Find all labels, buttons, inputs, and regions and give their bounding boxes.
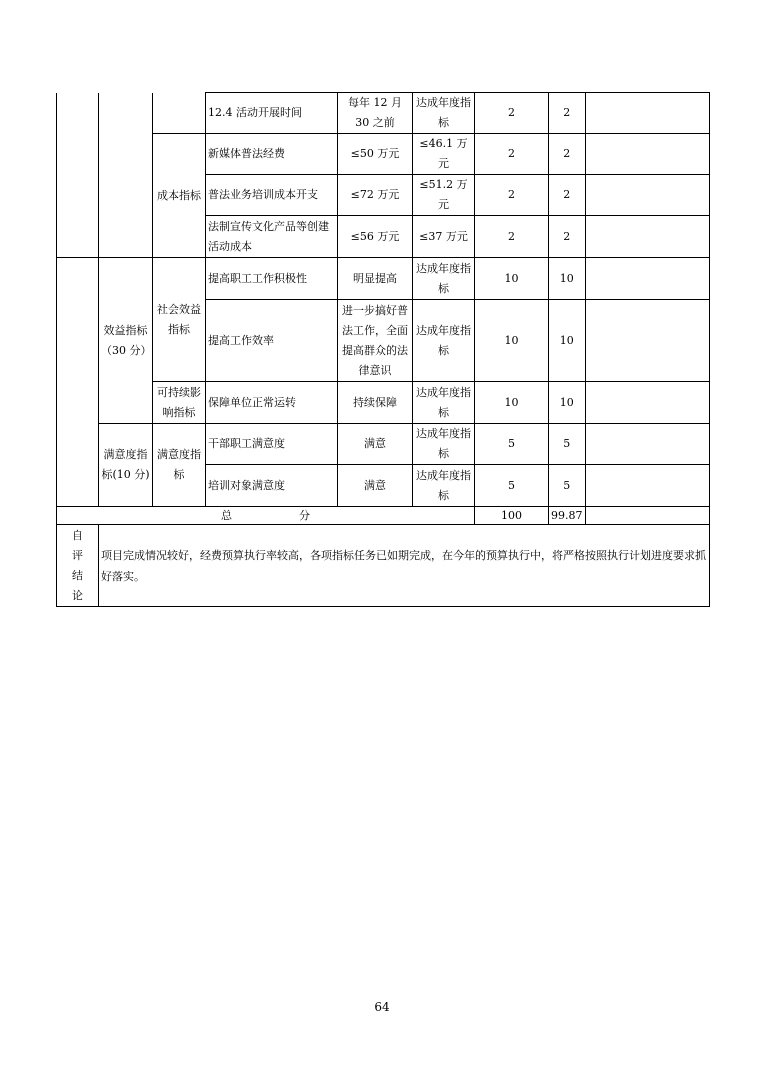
total-label: [57, 507, 475, 525]
target-cell: ≤72 万元: [338, 175, 413, 216]
remark-cell: [585, 93, 709, 134]
indicator-cell: 12.4 活动开展时间: [206, 93, 338, 134]
total-score: 99.87: [549, 507, 586, 525]
blank-cell: [57, 258, 99, 507]
self-eval-char: 结: [72, 568, 83, 582]
self-eval-label: [57, 525, 99, 607]
weight-cell: 2: [475, 93, 549, 134]
weight-cell: 10: [475, 300, 549, 382]
indicator-cell: 干部职工满意度: [206, 424, 338, 465]
remark-cell: [585, 300, 709, 382]
satisfaction-group-label: 满意度指标(10 分): [99, 424, 153, 507]
target-cell: 每年 12 月 30 之前: [338, 93, 413, 134]
remark-cell: [585, 175, 709, 216]
score-cell: 10: [549, 382, 586, 424]
actual-cell: 达成年度指标: [413, 93, 475, 134]
indicator-cell: 法制宣传文化产品等创建活动成本: [206, 216, 338, 258]
total-weight: 100: [475, 507, 549, 525]
actual-cell: ≤46.1 万元: [413, 134, 475, 175]
indicator-cell: 保障单位正常运转: [206, 382, 338, 424]
remark-cell: [585, 134, 709, 175]
blank-cell: [57, 93, 99, 258]
actual-cell: 达成年度指标: [413, 465, 475, 507]
actual-cell: ≤37 万元: [413, 216, 475, 258]
indicator-cell: 提高工作效率: [206, 300, 338, 382]
target-cell: 满意: [338, 424, 413, 465]
weight-cell: 2: [475, 134, 549, 175]
score-cell: 10: [549, 300, 586, 382]
sustain-label: 可持续影响指标: [153, 382, 206, 424]
weight-cell: 2: [475, 175, 549, 216]
target-cell: ≤50 万元: [338, 134, 413, 175]
target-cell: 持续保障: [338, 382, 413, 424]
score-cell: 2: [549, 93, 586, 134]
score-cell: 5: [549, 465, 586, 507]
score-cell: 5: [549, 424, 586, 465]
indicator-cell: 普法业务培训成本开支: [206, 175, 338, 216]
self-eval-char: 评: [72, 548, 83, 562]
indicator-cell: 新媒体普法经费: [206, 134, 338, 175]
table-row: [57, 382, 710, 424]
benefit-group-label: 效益指标（30 分）: [99, 258, 153, 424]
score-cell: 2: [549, 175, 586, 216]
indicator-cell: 培训对象满意度: [206, 465, 338, 507]
remark-cell: [585, 382, 709, 424]
satisfaction-sub-label: 满意度指标: [153, 424, 206, 507]
table-row: [57, 258, 710, 300]
performance-table: [56, 92, 710, 607]
target-cell: 进一步搞好普法工作，全面提高群众的法律意识: [338, 300, 413, 382]
remark-cell: [585, 216, 709, 258]
self-eval-char: 自: [72, 528, 83, 542]
target-cell: 满意: [338, 465, 413, 507]
self-eval-text: 项目完成情况较好，经费预算执行率较高，各项指标任务已如期完成，在今年的预算执行中，将严格按照执行计划进度要求抓好落实。: [99, 525, 710, 607]
self-eval-row: [57, 525, 710, 607]
cost-category-label: 成本指标: [153, 134, 206, 258]
actual-cell: ≤51.2 万元: [413, 175, 475, 216]
remark-cell: [585, 507, 709, 525]
remark-cell: [585, 258, 709, 300]
actual-cell: 达成年度指标: [413, 382, 475, 424]
score-cell: 10: [549, 258, 586, 300]
weight-cell: 2: [475, 216, 549, 258]
page-number: 64: [374, 1000, 390, 1014]
table-row: [57, 134, 710, 175]
social-benefit-label: 社会效益指标: [153, 258, 206, 382]
blank-cell: [153, 93, 206, 134]
target-cell: ≤56 万元: [338, 216, 413, 258]
actual-cell: 达成年度指标: [413, 300, 475, 382]
weight-cell: 10: [475, 382, 549, 424]
indicator-cell: 提高职工工作积极性: [206, 258, 338, 300]
total-label-char: 分: [299, 508, 310, 522]
score-cell: 2: [549, 216, 586, 258]
remark-cell: [585, 424, 709, 465]
total-label-char: 总: [221, 508, 232, 522]
blank-cell: [99, 93, 153, 258]
target-cell: 明显提高: [338, 258, 413, 300]
total-row: [57, 507, 710, 525]
weight-cell: 5: [475, 465, 549, 507]
weight-cell: 5: [475, 424, 549, 465]
weight-cell: 10: [475, 258, 549, 300]
actual-cell: 达成年度指标: [413, 258, 475, 300]
score-cell: 2: [549, 134, 586, 175]
table-row: [57, 424, 710, 465]
actual-cell: 达成年度指标: [413, 424, 475, 465]
remark-cell: [585, 465, 709, 507]
self-eval-char: 论: [72, 588, 83, 602]
table-row: [57, 93, 710, 134]
